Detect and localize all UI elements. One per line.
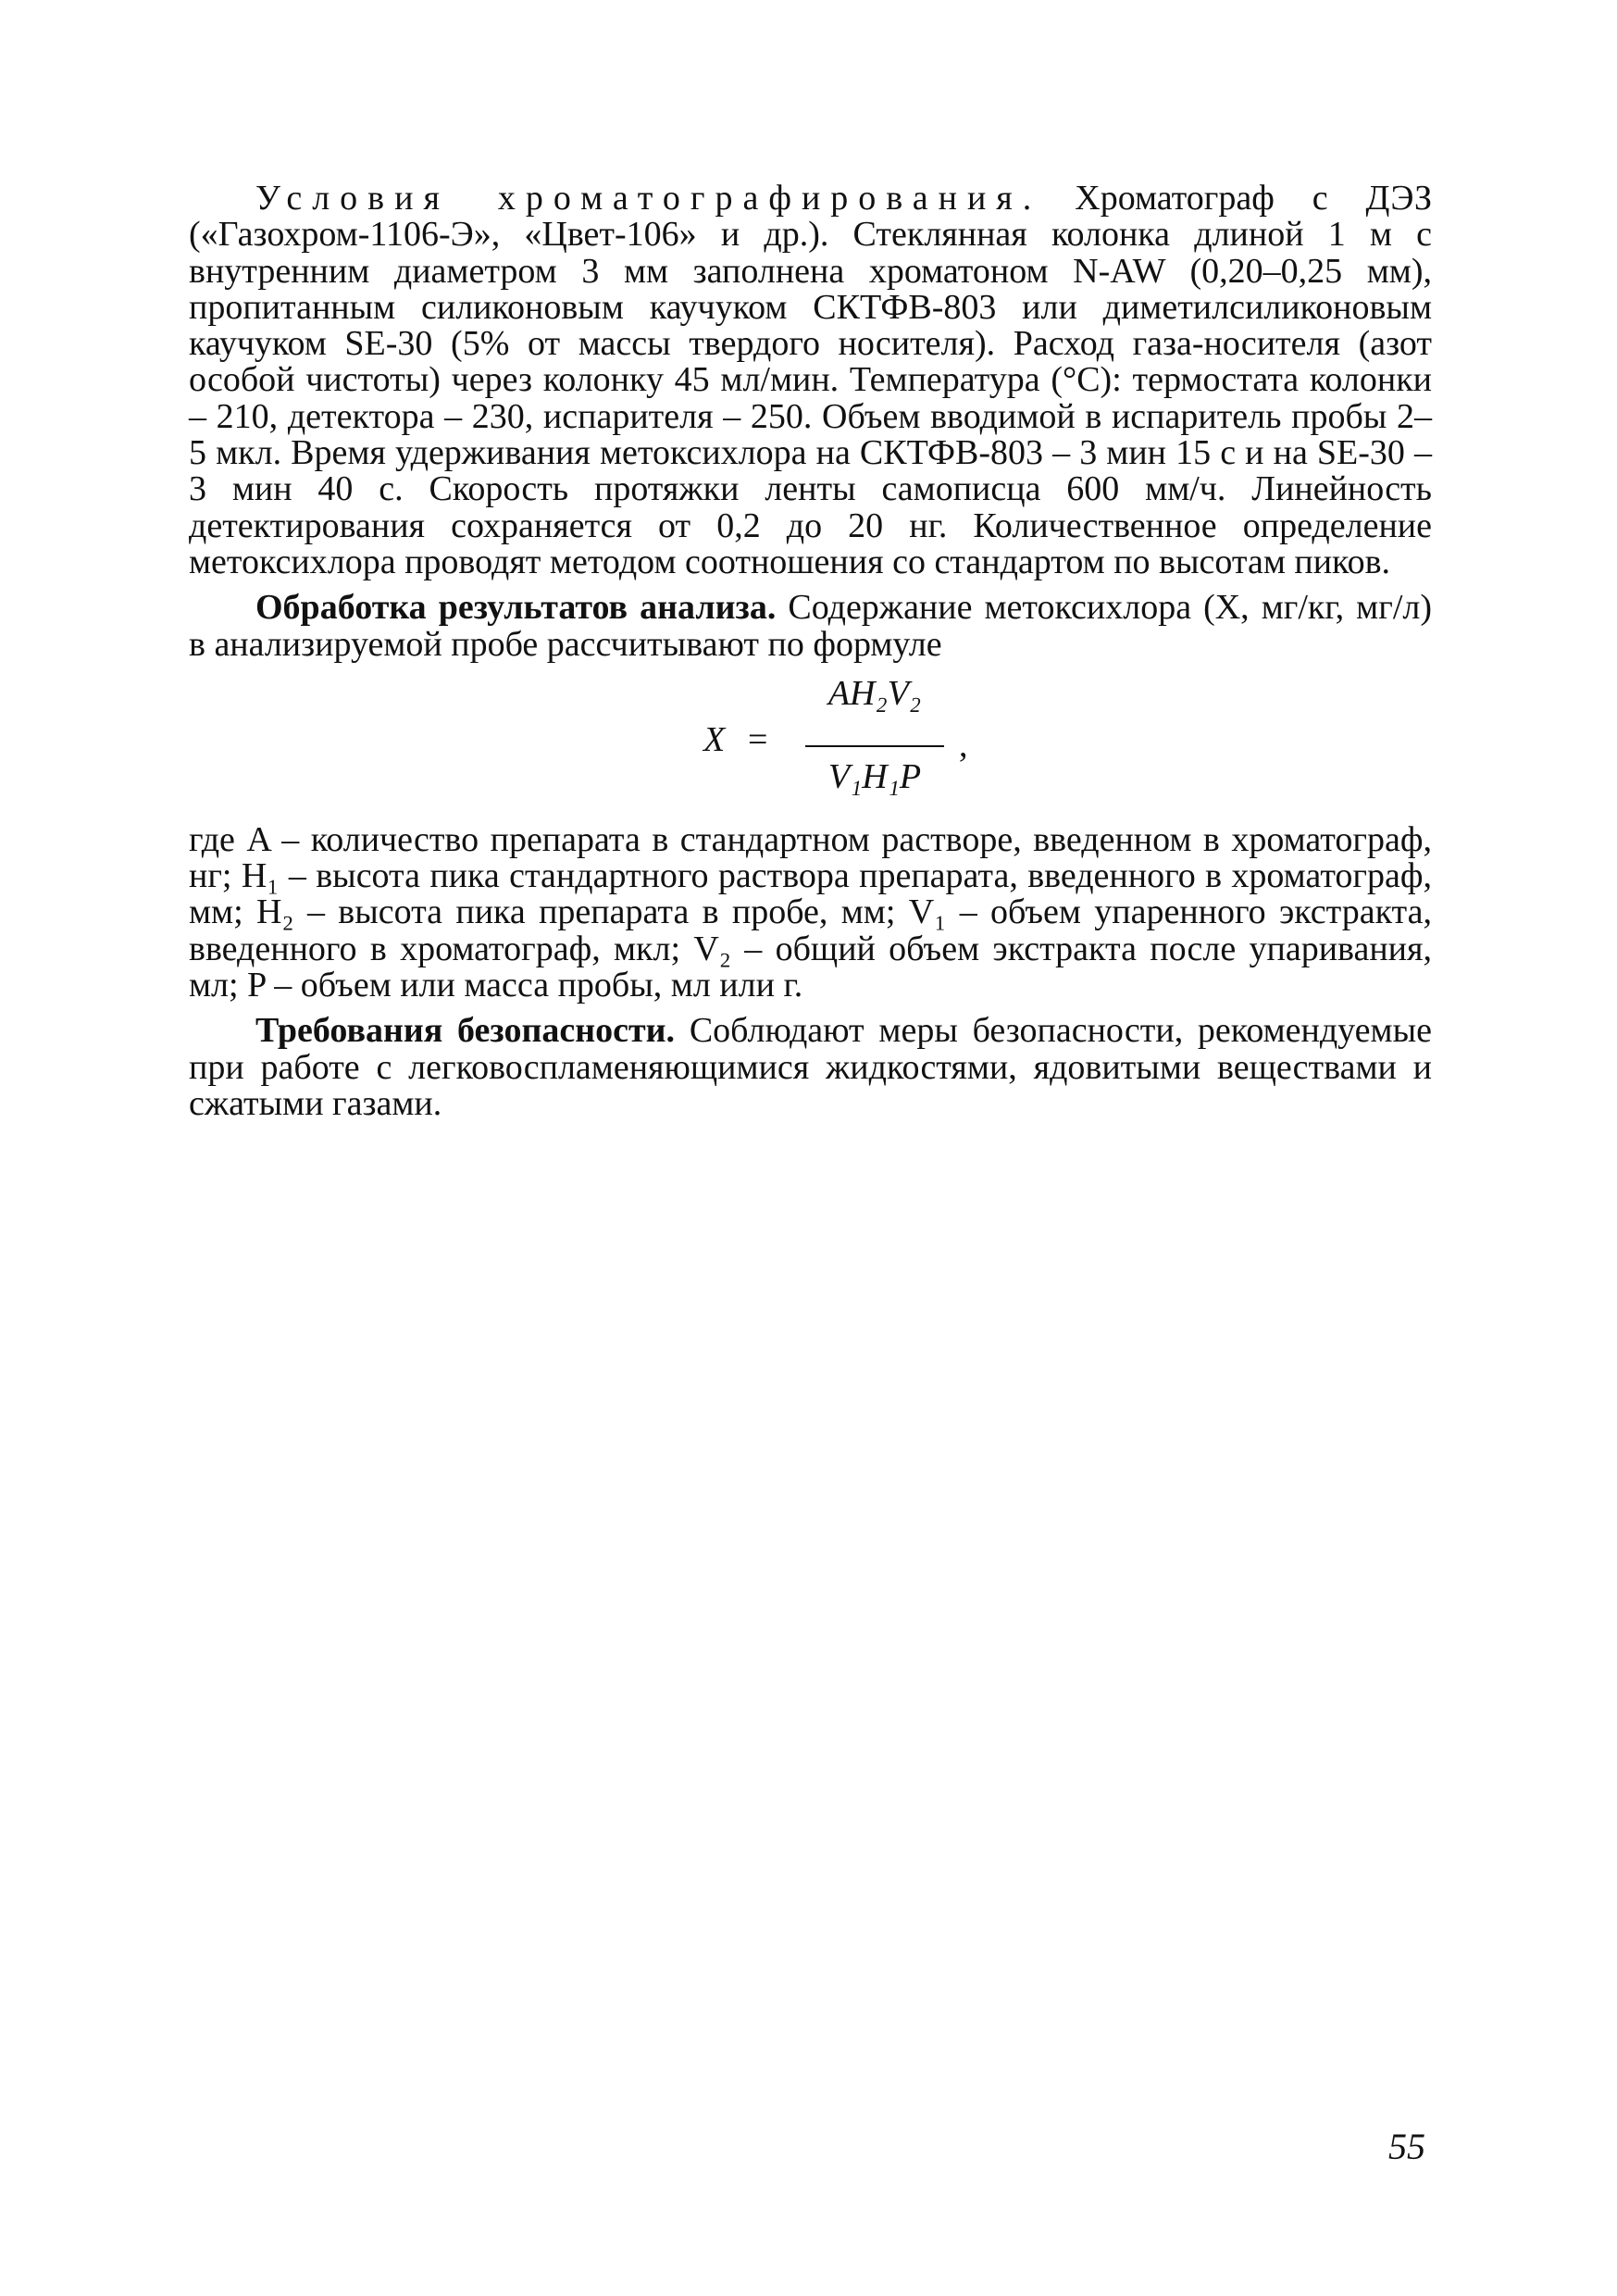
where-text: где A – количество препарата в стандартном растворе, введенном в хроматограф, нг; H₁ – высота пика стандартного раствора препарата, введенного в хроматограф, мм; H₂ – высота пика препарата в пробе, мм; V₁ – объем упаренного экстракта, введенного в хроматограф, мкл; V₂ – общий объем экстракта после упаривания, мл; P – объем или масса пробы, мл или г. [189, 819, 1432, 1005]
paragraph-where [189, 819, 1432, 1005]
formula [189, 670, 1432, 818]
safety-text: Соблюдают меры безопасности, рекомендуемые при работе с легковоспламеняющимися жидкостями, ядовитыми веществами и сжатыми газами. [189, 1011, 1432, 1123]
formula-numerator: AH₂V₂ [827, 673, 922, 713]
formula-fraction-bar [805, 745, 944, 747]
formula-denominator: V₁H₁P [827, 756, 922, 796]
paragraph-conditions [189, 181, 1432, 580]
conditions-text: Хроматограф с ДЭЗ («Газохром-1106-Э», «Цвет-106» и др.). Стеклянная колонка длиной 1 м с внутренним диаметром 3 мм заполнена хроматоном N-AW (0,20–0,25 мм), пропитанным силиконовым каучуком СКТФВ-803 или диметилсиликоновым каучуком SE-30 (5% от массы твердого носителя). Расход газа-носителя (азот особой чистоты) через колонку 45 мл/мин. Температура (°С): термостата колонки – 210, детектора – 230, испарителя – 250. Объем вводимой в испаритель пробы 2–5 мкл. Время удерживания метоксихлора на СКТФВ-803 – 3 мин 15 с и на SE-30 – 3 мин 40 с. Скорость протяжки ленты самописца 600 мм/ч. Линейность детектирования сохраняется от 0,2 до 20 нг. Количественное определение метоксихлора проводят методом соотношения со стандартом по высотам пиков. [189, 179, 1432, 581]
formula-equals: = [748, 719, 768, 759]
body-text [189, 181, 1432, 1122]
processing-heading: Обработка результатов анализа. [255, 588, 777, 628]
formula-lhs: X [703, 719, 726, 759]
safety-heading: Требования безопасности. [255, 1011, 676, 1051]
paragraph-safety [189, 1013, 1432, 1122]
page-number: 55 [1388, 2126, 1425, 2167]
conditions-heading: Условия хроматографирования. [255, 179, 1042, 218]
paragraph-processing [189, 590, 1432, 663]
formula-expression [703, 670, 1000, 818]
formula-trailing-comma: , [959, 725, 968, 765]
processing-text: Содержание метоксихлора (X, мг/кг, мг/л) в анализируемой пробе рассчитывают по формуле [189, 588, 1432, 664]
